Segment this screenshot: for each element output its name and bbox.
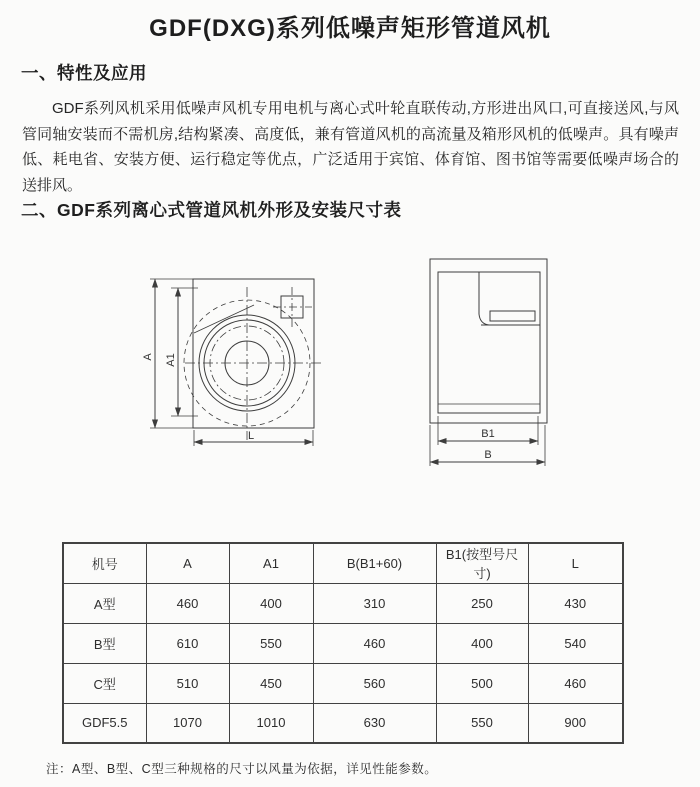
technical-drawings xyxy=(0,240,700,475)
table-header-row xyxy=(63,543,623,583)
dim-label-l: L xyxy=(247,430,255,442)
table-cell: 560 xyxy=(313,663,436,703)
table-cell: 1070 xyxy=(146,703,229,743)
table-cell: 500 xyxy=(436,663,528,703)
table-cell: 460 xyxy=(146,583,229,623)
dim-label-a1: A1 xyxy=(165,353,177,367)
table-header-cell: L xyxy=(528,543,623,583)
features-paragraph: GDF系列风机采用低噪声风机专用电机与离心式叶轮直联传动,方形进出风口,可直接送风,与风管同轴安装而不需机房,结构紧凑、高度低，兼有管道风机的高流量及箱形风机的低噪声。具有噪声低、耗电省、安装方便、运行稳定等优点，广泛适用于宾馆、体育馆、图书馆等需要低噪声场合的送排风。 xyxy=(22,100,679,194)
table-cell: 450 xyxy=(229,663,313,703)
table-header-cell: A xyxy=(146,543,229,583)
model-cell: GDF5.5 xyxy=(63,703,146,743)
table-cell: 250 xyxy=(436,583,528,623)
table-cell: 550 xyxy=(229,623,313,663)
model-cell: A型 xyxy=(63,583,146,623)
table-row xyxy=(63,703,623,743)
table-cell: 460 xyxy=(528,663,623,703)
table-cell: 310 xyxy=(313,583,436,623)
table-row xyxy=(63,663,623,703)
dim-label-b: B xyxy=(484,449,492,461)
table-row xyxy=(63,623,623,663)
table-header-cell: 机号 xyxy=(63,543,146,583)
model-cell: B型 xyxy=(63,623,146,663)
table-cell: 400 xyxy=(436,623,528,663)
table-row xyxy=(63,583,623,623)
table-cell: 630 xyxy=(313,703,436,743)
page-title: GDF(DXG)系列低噪声矩形管道风机 xyxy=(149,15,551,42)
table-header-cell: A1 xyxy=(229,543,313,583)
front-view-drawing xyxy=(142,279,322,446)
section-heading-features: 一、特性及应用 xyxy=(21,63,147,83)
table-cell: 540 xyxy=(528,623,623,663)
table-cell: 460 xyxy=(313,623,436,663)
table-cell: 900 xyxy=(528,703,623,743)
dim-label-b1: B1 xyxy=(481,428,495,440)
table-header-cell: B(B1+60) xyxy=(313,543,436,583)
footnote: 注：A型、B型、C型三种规格的尺寸以风量为依据，详见性能参数。 xyxy=(46,762,438,776)
table-cell: 400 xyxy=(229,583,313,623)
dim-label-a: A xyxy=(142,353,154,361)
table-cell: 610 xyxy=(146,623,229,663)
table-cell: 550 xyxy=(436,703,528,743)
table-cell: 1010 xyxy=(229,703,313,743)
table-cell: 430 xyxy=(528,583,623,623)
side-view-drawing xyxy=(430,259,547,466)
dimensions-table xyxy=(62,542,624,744)
table-cell: 510 xyxy=(146,663,229,703)
table-header-cell: B1(按型号尺寸) xyxy=(436,543,528,583)
model-cell: C型 xyxy=(63,663,146,703)
section-heading-dimensions: 二、GDF系列离心式管道风机外形及安装尺寸表 xyxy=(21,200,402,220)
